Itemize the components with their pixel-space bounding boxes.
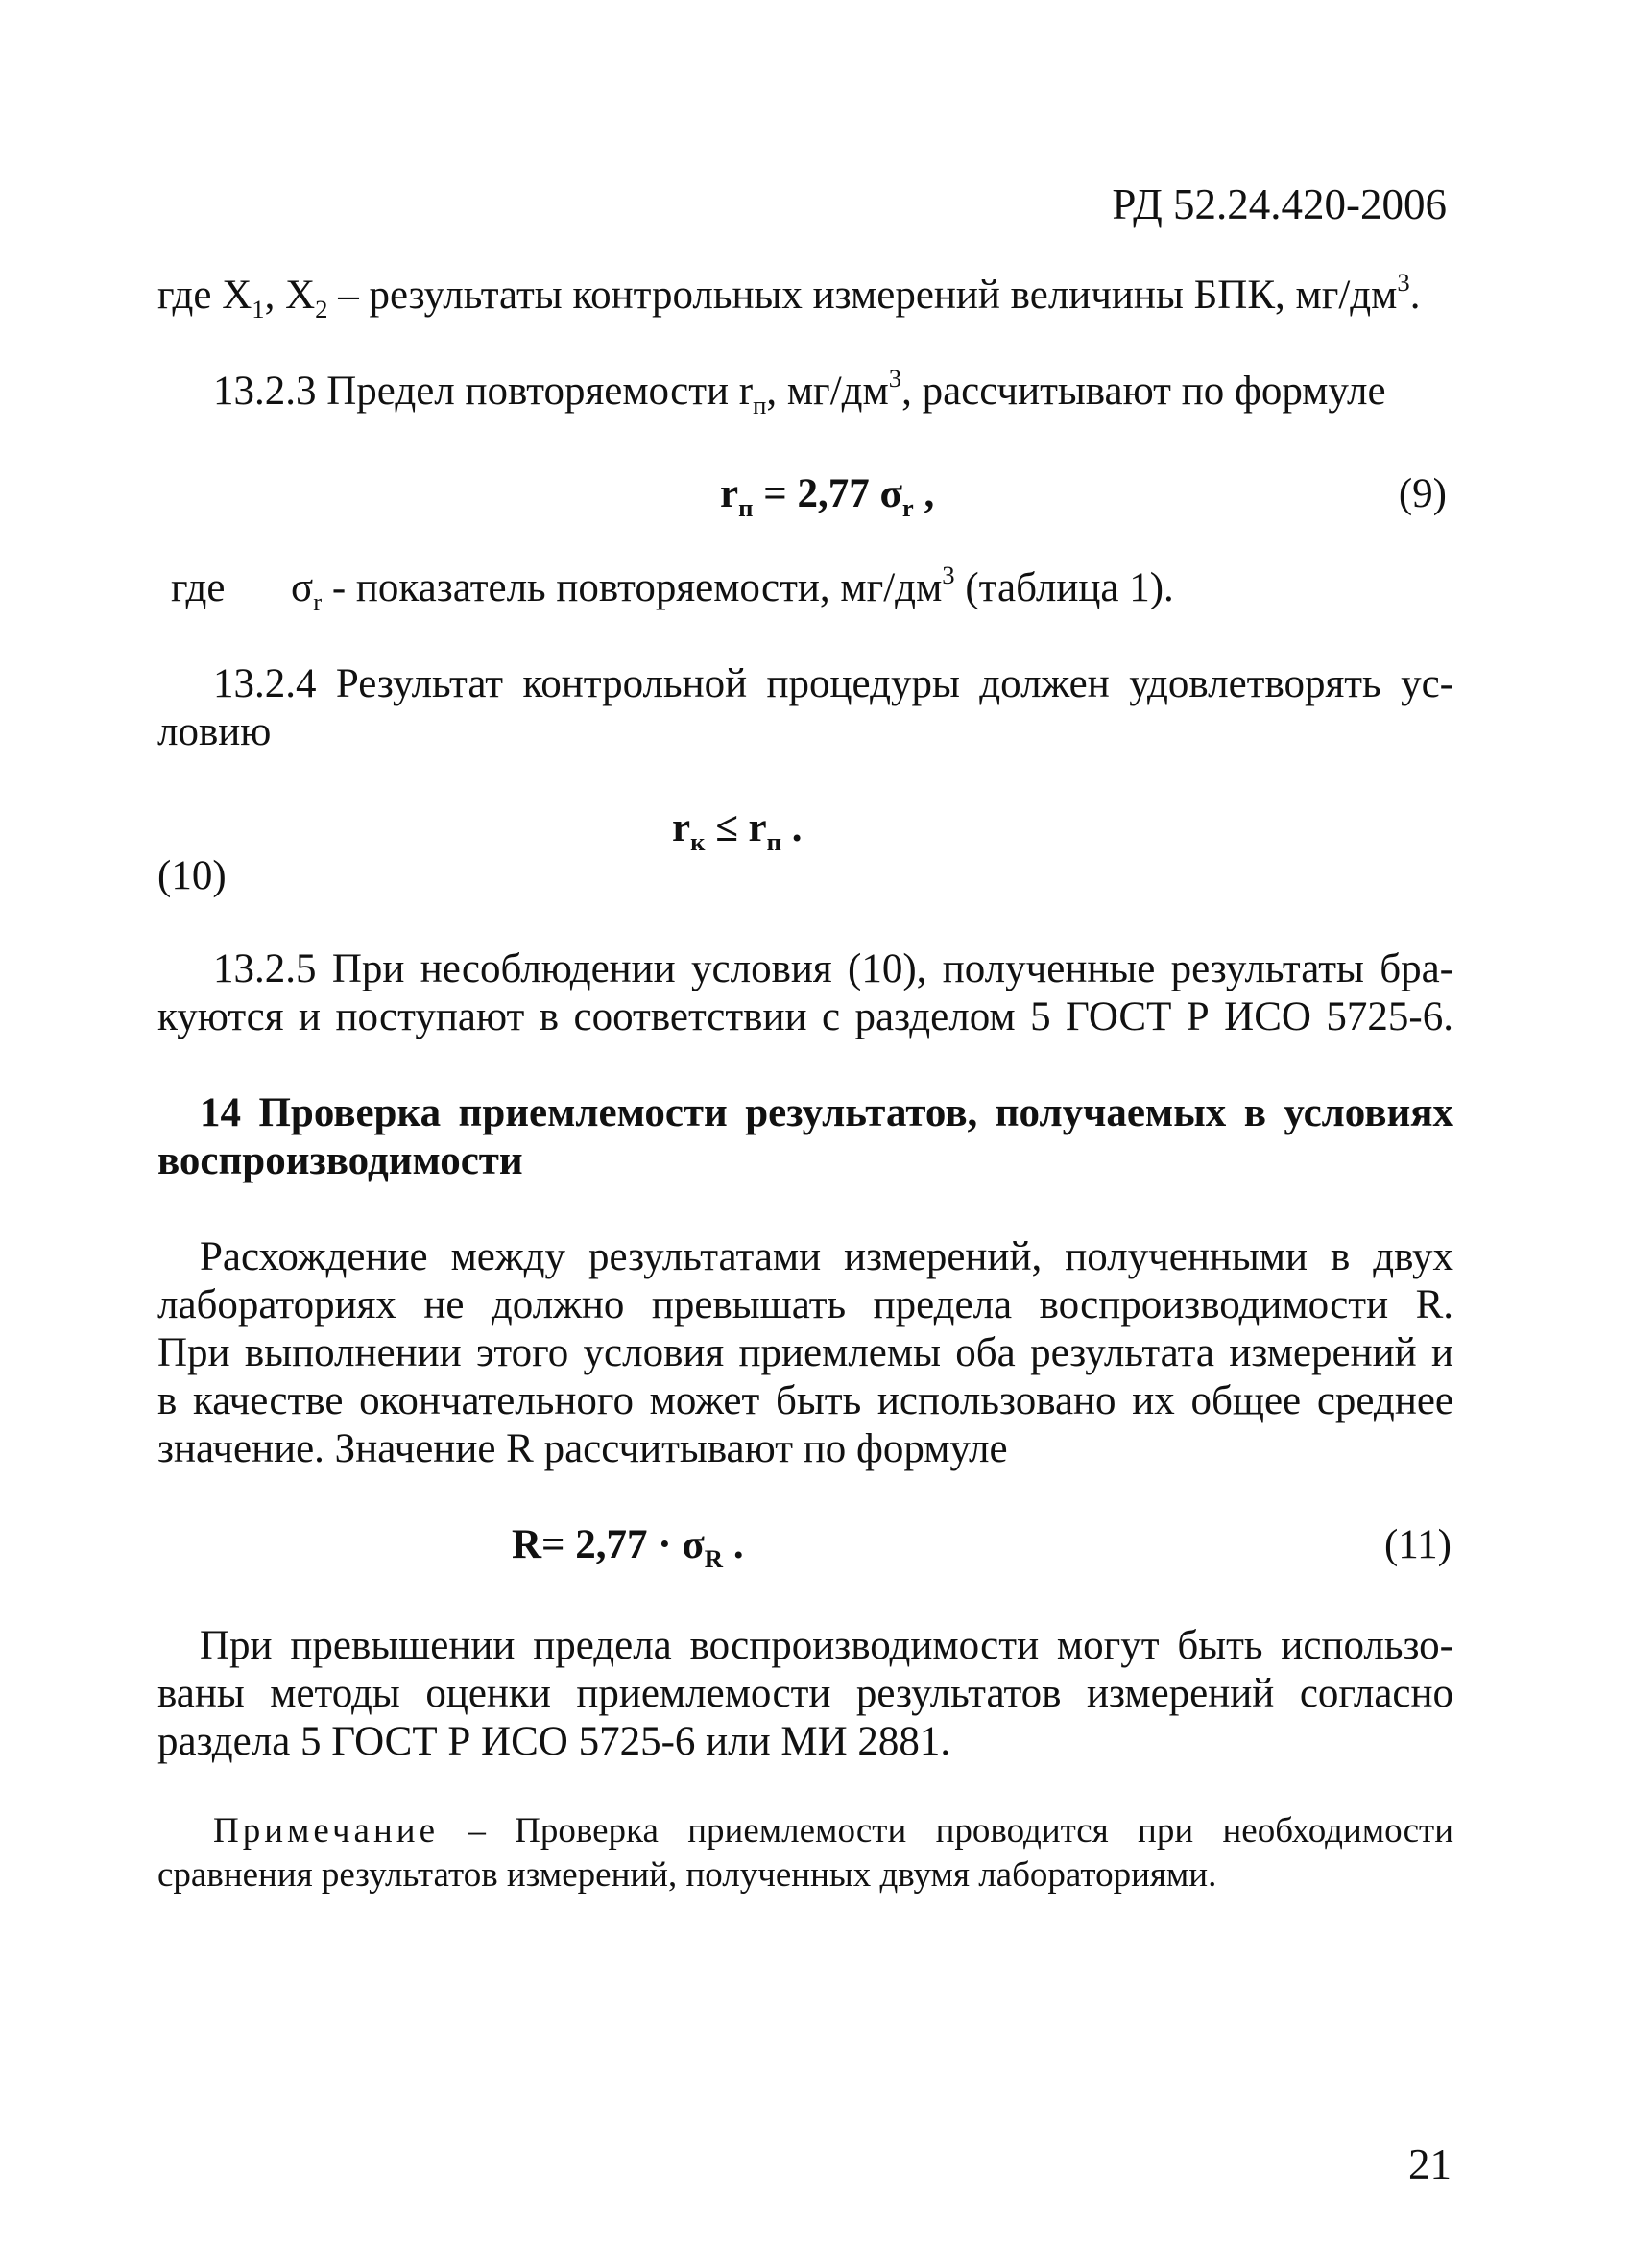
where-sigma-symbol: σ xyxy=(291,565,314,610)
para14-line-last: значение. Значение R рассчитывают по формуле xyxy=(157,1426,1008,1471)
note-block xyxy=(157,1809,1453,1898)
def-x-sup: 3 xyxy=(1397,268,1410,298)
p1323-sub: п xyxy=(753,390,767,419)
where-sigma-text: - показатель повторяемости, мг/дм xyxy=(322,565,943,610)
eq11-sub: R xyxy=(704,1543,724,1573)
where-sigma-line xyxy=(291,561,1174,616)
section-14-title-line1: 14 Проверка приемлемости результатов, получаемых в условиях xyxy=(200,1090,1453,1135)
paragraph-13-2-3 xyxy=(213,364,1386,419)
eq10-lhs-sub: к xyxy=(690,826,706,856)
page-number: 21 xyxy=(1408,2140,1452,2188)
para14-line-1: Расхождение между результатами измерений, полученными в двух xyxy=(200,1234,1453,1279)
equation-11-number: (11) xyxy=(1383,1522,1452,1567)
definition-x-line xyxy=(157,268,1421,323)
eq9-rhs-sub: r xyxy=(901,492,914,522)
para14-line-2: лабораториях не должно превышать предела воспроизводимости R. xyxy=(157,1282,1453,1327)
def-x-sub1: 1 xyxy=(252,294,265,323)
p1324-line2: ловию xyxy=(157,709,272,754)
exceed-line-2: ваны методы оценки приемлемости результатов измерений согласно xyxy=(157,1671,1453,1716)
where-sigma-gde: где xyxy=(171,565,226,610)
para14-line-4: в качестве окончательного может быть использовано их общее среднее xyxy=(157,1378,1453,1423)
eq9-rhs: = 2,77 σ xyxy=(753,471,902,516)
def-x-end: . xyxy=(1409,273,1421,318)
note-label: Примечание xyxy=(213,1811,439,1850)
p1324-line1: 13.2.4 Результат контрольной процедуры должен удовлетворять ус- xyxy=(213,661,1453,706)
def-x-rest: – результаты контрольных измерений величины БПК, мг/дм xyxy=(327,273,1398,318)
eq10-lhs: r xyxy=(672,805,691,850)
where-sigma-end: (таблица 1). xyxy=(954,565,1174,610)
where-sigma-sup: 3 xyxy=(942,561,955,590)
para14-line-3: При выполнении этого условия приемлемы оба результата измерений и xyxy=(157,1330,1453,1375)
p1323-end: , рассчитывают по формуле xyxy=(901,369,1386,414)
eq10-op: ≤ r xyxy=(705,805,767,850)
exceed-paragraph xyxy=(157,1622,1453,1766)
section-14-paragraph xyxy=(157,1233,1453,1473)
section-14-title-line2: воспроизводимости xyxy=(157,1138,523,1183)
equation-11 xyxy=(512,1521,744,1573)
exceed-line-last: раздела 5 ГОСТ Р ИСО 5725-6 или МИ 2881. xyxy=(157,1719,951,1764)
paragraph-13-2-4 xyxy=(157,660,1453,756)
p1325-line2: куются и поступают в соответствии с разделом 5 ГОСТ Р ИСО 5725-6. xyxy=(157,994,1453,1039)
paragraph-13-2-5 xyxy=(157,945,1453,1041)
eq9-lhs: r xyxy=(720,471,739,516)
eq11-tail: . xyxy=(723,1522,744,1567)
eq9-lhs-sub: п xyxy=(738,492,754,522)
note-line2: сравнения результатов измерений, полученных двумя лабораториями. xyxy=(157,1855,1217,1895)
document-code: РД 52.24.420-2006 xyxy=(1112,180,1447,228)
equation-9 xyxy=(720,470,935,522)
eq9-tail: , xyxy=(913,471,935,516)
p1325-line1: 13.2.5 При несоблюдении условия (10), полученные результаты бра- xyxy=(213,946,1453,991)
def-x-sub2: 2 xyxy=(315,294,328,323)
section-14-title xyxy=(157,1089,1453,1185)
where-sigma-sub: r xyxy=(313,586,323,616)
note-line1 xyxy=(157,1809,1453,1853)
exceed-line-1: При превышении предела воспроизводимости могут быть использо- xyxy=(200,1623,1453,1668)
eq11-lhs: R= 2,77 · σ xyxy=(512,1522,705,1567)
equation-10 xyxy=(672,804,803,856)
equation-10-number: (10) xyxy=(157,853,227,898)
p1323-start: 13.2.3 Предел повторяемости r xyxy=(213,369,754,414)
p1323-mid: , мг/дм xyxy=(766,369,889,414)
note-line1-rest: – Проверка приемлемости проводится при необходимости xyxy=(439,1811,1453,1850)
eq10-tail: . xyxy=(781,805,803,850)
def-x-prefix: где X xyxy=(157,273,252,318)
def-x-mid: , X xyxy=(264,273,316,318)
eq10-rhs-sub: п xyxy=(766,826,781,856)
p1323-sup: 3 xyxy=(888,364,902,394)
equation-9-number: (9) xyxy=(1398,471,1447,516)
